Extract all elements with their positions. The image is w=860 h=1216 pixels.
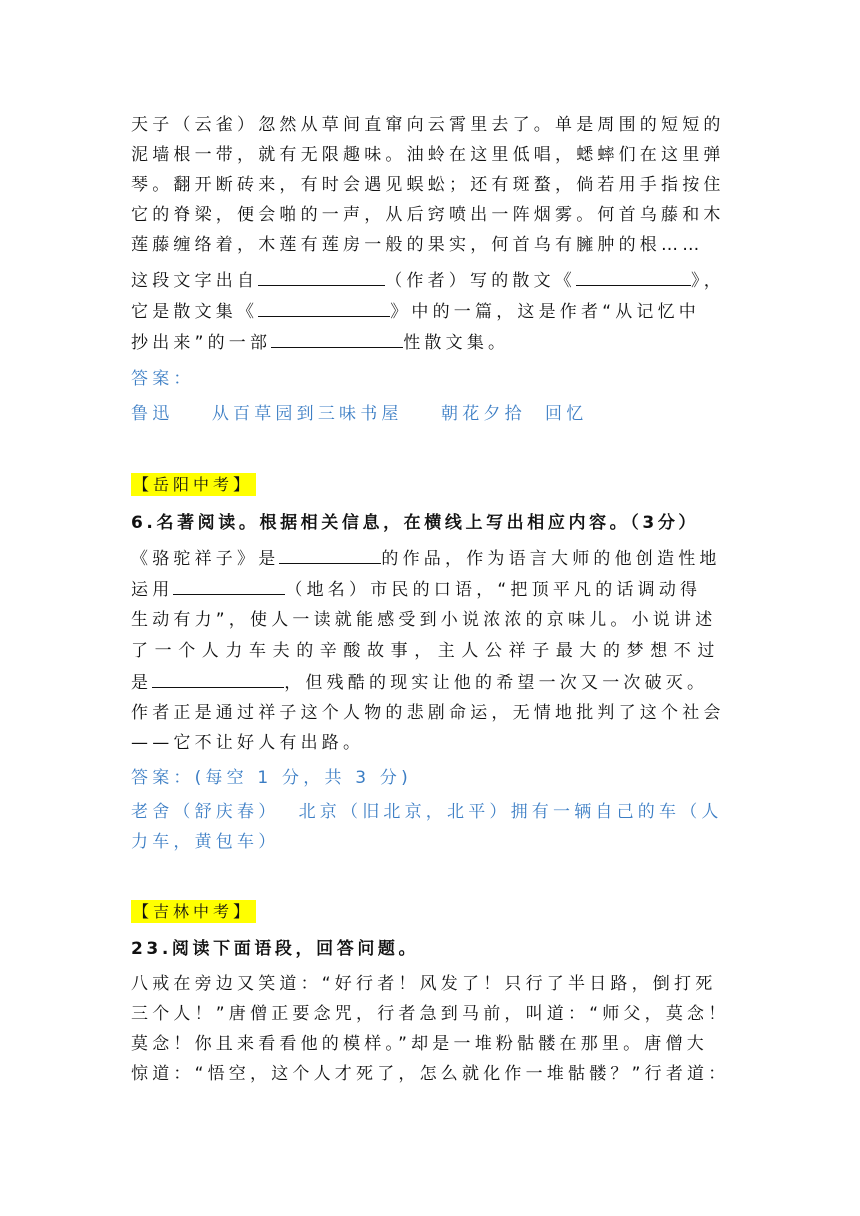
passage-line: 它的脊梁，便会啪的一声，从后窍喷出一阵烟雾。何首乌藤和木: [131, 205, 725, 225]
passage-line: 泥墙根一带，就有无限趣味。油蛉在这里低唱，蟋蟀们在这里弹: [131, 145, 725, 165]
source-tag: 【吉林中考】: [131, 900, 256, 923]
question-line: 抄出来”的一部 性散文集。: [131, 330, 731, 355]
fill-blank[interactable]: [152, 670, 284, 688]
passage-line: 三个人！”唐僧正要念咒，行者急到马前，叫道：“师父，莫念！: [131, 1004, 730, 1024]
question-title: 23.阅读下面语段，回答问题。: [131, 939, 420, 959]
question-line: 它是散文集《 》中的一篇，这是作者“从记忆中: [131, 299, 731, 324]
source-tag: 【岳阳中考】: [131, 473, 256, 496]
answer-text: 力车，黄包车）: [131, 832, 280, 852]
passage-line: 八戒在旁边又笑道：“好行者！风发了！只行了半日路，倒打死: [131, 974, 717, 994]
fill-blank[interactable]: [271, 330, 403, 348]
answer-label: 答案：: [131, 369, 195, 389]
passage-line: 莫念！你且来看看他的模样。”却是一堆粉骷髅在那里。唐僧大: [131, 1034, 708, 1054]
fill-blank[interactable]: [173, 577, 285, 595]
question-line: 了一个人力车夫的辛酸故事，主人公祥子最大的梦想不过: [131, 641, 721, 661]
question-line: ——它不让好人有出路。: [131, 733, 365, 753]
passage-line: 惊道：“悟空，这个人才死了，怎么就化作一堆骷髅？”行者道：: [131, 1064, 730, 1084]
passage-line: 天子（云雀）忽然从草间直窜向云霄里去了。单是周围的短短的: [131, 115, 725, 135]
question-line: 《骆驼祥子》是 的作品，作为语言大师的他创造性地: [131, 546, 731, 571]
fill-blank[interactable]: [258, 299, 390, 317]
question-line: 运用 （地名）市民的口语，“把顶平凡的话调动得: [131, 577, 731, 602]
answer-label: 答案：(每空 1 分，共 3 分): [131, 768, 412, 788]
passage-line: 琴。翻开断砖来，有时会遇见蜈蚣；还有斑蝥，倘若用手指按住: [131, 175, 725, 195]
fill-blank[interactable]: [576, 268, 691, 286]
question-line: 这段文字出自 （作者）写的散文《 》，: [131, 268, 731, 293]
answer-text: 鲁迅 从百草园到三味书屋 朝花夕拾 回忆: [131, 404, 588, 424]
passage-line: 莲藤缠络着，木莲有莲房一般的果实，何首乌有臃肿的根……: [131, 235, 704, 255]
question-title: 6.名著阅读。根据相关信息，在横线上写出相应内容。（3分）: [131, 513, 700, 533]
question-line: 是 ，但残酷的现实让他的希望一次又一次破灭。: [131, 670, 731, 695]
question-line: 生动有力”，使人一读就能感受到小说浓浓的京味儿。小说讲述: [131, 610, 717, 630]
question-line: 作者正是通过祥子这个人物的悲剧命运，无情地批判了这个社会: [131, 703, 725, 723]
answer-text: 老舍（舒庆春） 北京（旧北京，北平）拥有一辆自己的车（人: [131, 802, 723, 822]
fill-blank[interactable]: [279, 546, 381, 564]
fill-blank[interactable]: [258, 268, 385, 286]
